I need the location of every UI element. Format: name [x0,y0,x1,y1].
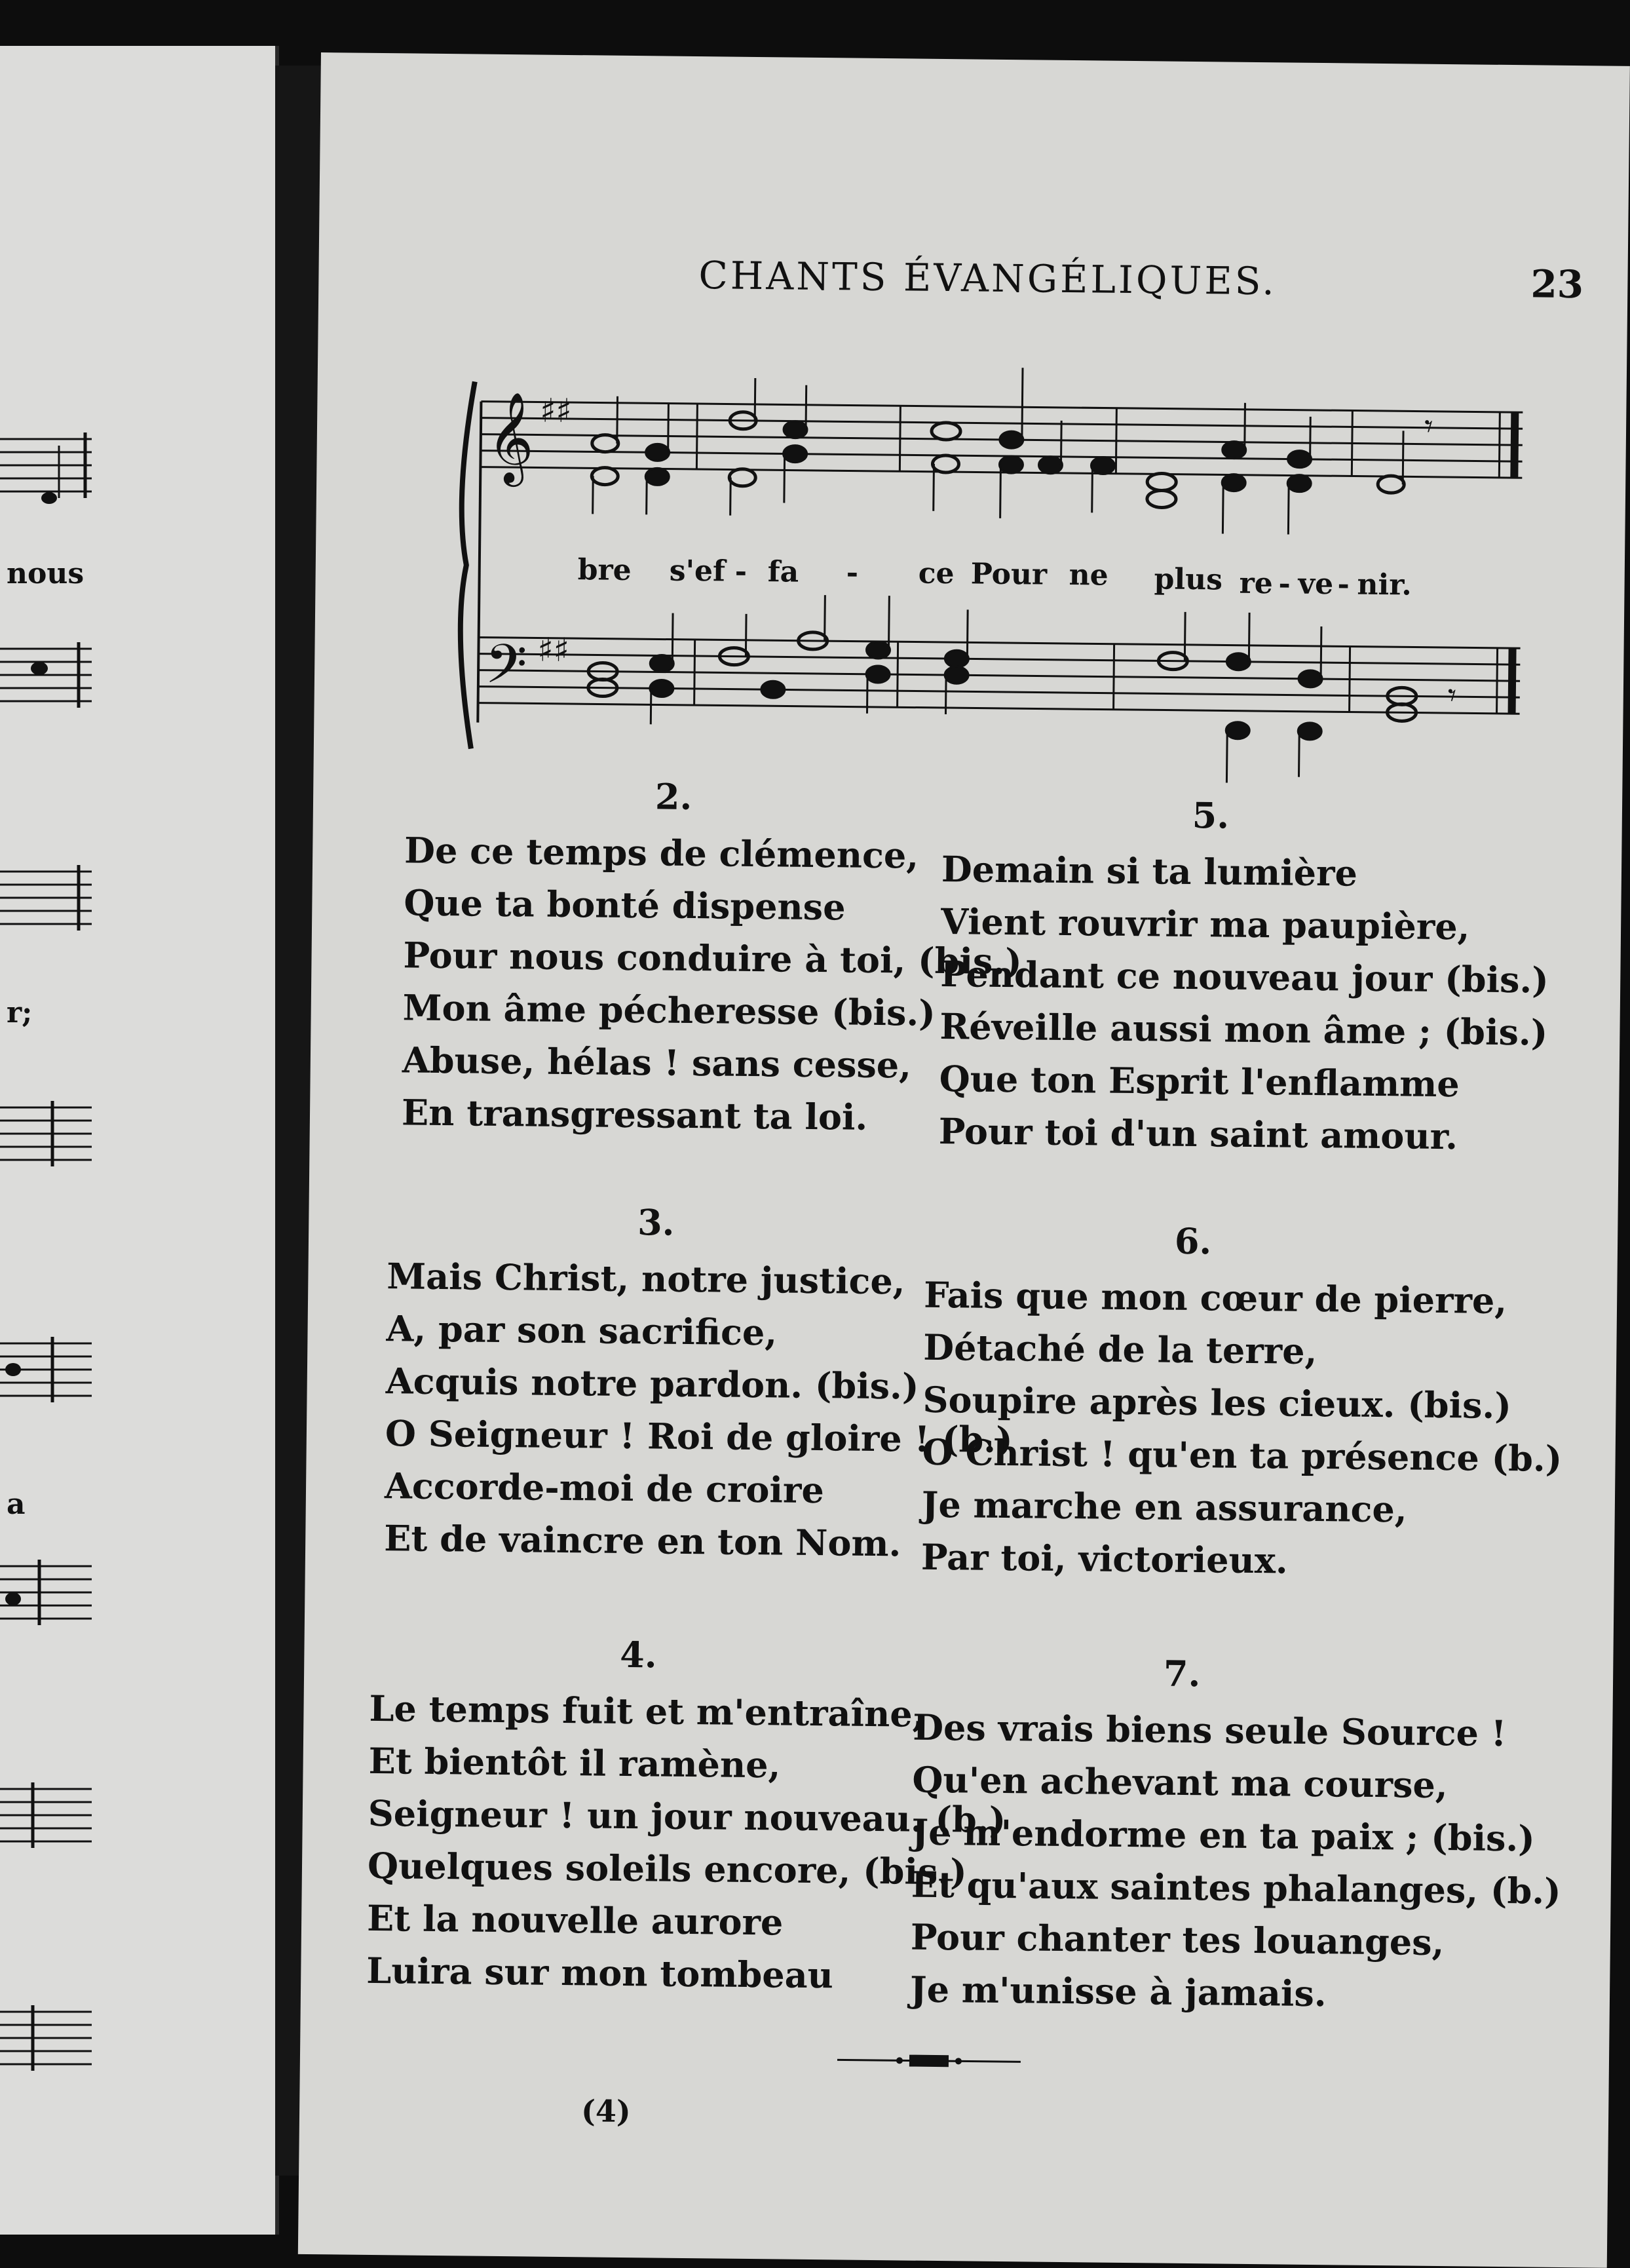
staff-fragment [0,1776,98,1855]
music-score [444,329,1537,838]
staff-fragment [0,1999,98,2077]
verse-line: En transgressant ta loi. [401,1091,868,1138]
lyrics [577,553,1412,602]
svg-text:-: - [1278,567,1291,601]
svg-text:-: - [734,554,748,588]
verse-line: Réveille aussi mon âme ; (bis.) [939,1005,1548,1054]
svg-text:s'ef: s'ef [669,554,726,588]
verse-line: Que ta bonté dispense [404,881,846,929]
staff-fragment [0,1330,98,1409]
verse-line: Accorde-moi de croire [384,1465,825,1512]
verse-line: Pour nous conduire à toi, (bis.) [403,934,1023,983]
verse-line: O Seigneur ! Roi de gloire ! (b.) [385,1412,1014,1461]
bass-staff [478,638,1521,714]
staff-fragment [0,858,98,937]
verse-line: Pour chanter tes louanges, [910,1915,1445,1964]
verse-line: Acquis notre pardon. (bis.) [385,1360,919,1408]
verse-2 [401,767,1023,1144]
svg-text:-: - [1337,567,1350,602]
verse-line: De ce temps de clémence, [404,829,919,877]
verse-line: Que ton Esprit l'enflamme [939,1057,1460,1105]
signature-mark: (4) [580,2093,631,2130]
verse-line: Le temps fuit et m'entraîne, [369,1687,925,1735]
rest-icon: 𝄾 [1424,407,1433,446]
verse-line: O Christ ! qu'en ta présence (b.) [922,1431,1563,1480]
page-number: 23 [1530,261,1584,307]
rest-icon: 𝄾 [1447,676,1457,715]
page-header [698,253,1616,315]
svg-text:re: re [1239,566,1274,601]
verse-line: Et de vaincre en ton Nom. [383,1517,901,1565]
svg-text:plus: plus [1154,562,1223,597]
verse-line: Mon âme pécheresse (bis.) [402,986,936,1034]
staff-fragment [0,1553,98,1632]
verse-line: Et bientôt il ramène, [368,1739,781,1786]
verse-line: Demain si ta lumière [941,847,1358,894]
verse-line: Par toi, victorieux. [920,1535,1289,1582]
system-brace [459,381,475,748]
fragment-word: a [7,1488,26,1521]
verse-line: Qu'en achevant ma course, [912,1758,1448,1807]
verse-line: Pendant ce nouveau jour (bis.) [939,952,1549,1001]
svg-text:fa: fa [767,555,799,589]
verse-number: 2. [654,775,692,818]
verse-line: Et la nouvelle aurore [366,1896,784,1944]
verse-5 [938,786,1549,1163]
verse-line: Vient rouvrir ma paupière, [940,900,1470,948]
verse-3 [383,1193,1014,1570]
verse-line: Mais Christ, notre justice, [387,1255,905,1303]
verse-line: Luira sur mon tombeau [366,1949,834,1997]
treble-clef-icon: 𝄞 [487,391,535,484]
staff-fragment [0,636,98,714]
svg-text:nir.: nir. [1357,567,1412,602]
verse-number: 6. [1174,1220,1212,1263]
fragment-word: r; [7,996,33,1029]
bass-clef-icon: 𝄢 [484,632,528,710]
svg-text:bre: bre [577,553,632,588]
verse-number: 3. [637,1201,675,1244]
svg-text:Pour: Pour [970,557,1048,592]
verse-line: Seigneur ! un jour nouveau. (b.) [368,1792,1006,1841]
verse-line: Et qu'aux saintes phalanges, (b.) [911,1863,1561,1912]
verse-line: Je m'unisse à jamais. [909,1968,1327,2015]
verse-line: Détaché de la terre, [923,1326,1317,1373]
verse-number: 4. [619,1633,657,1676]
verse-number: 7. [1163,1652,1201,1695]
verse-line: Je m'endorme en ta paix ; (bis.) [911,1811,1536,1860]
verse-line: Pour toi d'un saint amour. [938,1109,1458,1158]
verse-6 [920,1212,1563,1589]
verse-line: Je marche en assurance, [921,1483,1407,1531]
fragment-word: nous [7,557,85,590]
verse-number: 5. [1192,794,1230,837]
verse-line: A, par son sacrifice, [386,1307,778,1354]
ornament-divider [837,2050,1021,2071]
sharp-icon: ♯♯ [537,630,570,670]
svg-text:ne: ne [1069,558,1109,592]
staff-fragment [0,426,98,505]
svg-text:ve: ve [1298,567,1334,602]
verse-line: Soupire après les cieux. (bis.) [922,1378,1512,1427]
verse-line: Fais que mon cœur de pierre, [923,1273,1507,1322]
previous-page-fragment [0,46,279,2235]
verse-7 [909,1645,1561,2022]
hymn-page [298,52,1630,2268]
verse-line: Abuse, hélas ! sans cesse, [402,1039,912,1086]
staff-fragment [0,1094,98,1173]
treble-notes [591,363,1405,535]
sharp-icon: ♯♯ [539,391,572,431]
verse-4 [366,1626,1006,2003]
verse-line: Quelques soleils encore, (bis.) [367,1844,968,1893]
svg-text:-: - [846,556,859,590]
page-title: CHANTS ÉVANGÉLIQUES. [698,253,1278,304]
svg-text:ce: ce [918,556,955,591]
verse-line: Des vrais biens seule Source ! [912,1706,1507,1755]
